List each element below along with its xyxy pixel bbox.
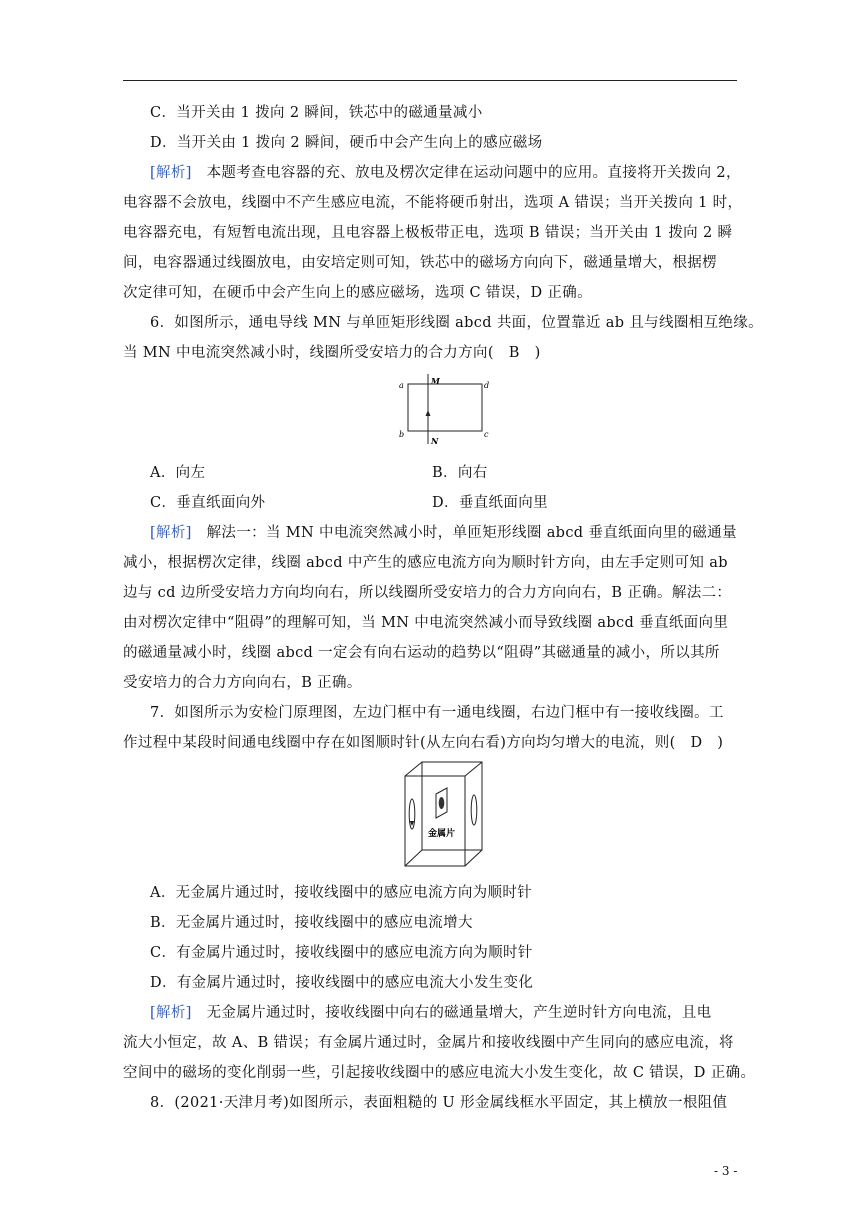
q8-stem-line-1: 8．(2021·天津月考)如图所示，表面粗糙的 U 形金属线框水平固定，其上横放一根阻值 <box>150 1095 728 1111</box>
q6-stem-line-2: 当 MN 中电流突然减小时，线圈所受安培力的合力方向( B ) <box>123 345 541 361</box>
receive-coil <box>471 795 477 825</box>
current-arrow-icon <box>426 410 431 416</box>
q5-analysis-line-5: 次定律可知，在硬币中会产生向上的感应磁场，选项 C 错误，D 正确。 <box>123 285 592 301</box>
q6-analysis-line-2: 减小，根据楞次定律，线圈 abcd 中产生的感应电流方向为顺时针方向，由左手定则可知 ab <box>123 555 728 571</box>
q6-option-d: D．垂直纸面向里 <box>432 495 548 511</box>
metal-plate-label: 金属片 <box>428 829 456 839</box>
analysis-tag: [解析] <box>150 165 192 181</box>
q6-analysis-line-5: 的磁通量减小时，线圈 abcd 一定会有向右运动的趋势以“阻碍”其磁通量的减小，所以其所 <box>123 645 720 661</box>
q6-analysis-line-1: [解析] 解法一：当 MN 中电流突然减小时，单匝矩形线圈 abcd 垂直纸面向里的磁通量 <box>150 525 737 541</box>
q6-figure <box>395 374 495 454</box>
q5-option-c: C．当开关由 1 拨向 2 瞬间，铁芯中的磁通量减小 <box>150 105 483 121</box>
q5-analysis-line-2: 电容器不会放电，线圈中不产生感应电流，不能将硬币射出，选项 A 错误；当开关拨向 1 时， <box>123 195 743 211</box>
q5-analysis-line-3: 电容器充电，有短暂电流出现，且电容器上极板带正电，选项 B 错误；当开关由 1 拨向 2 瞬 <box>123 225 733 241</box>
analysis-tag: [解析] <box>150 525 192 541</box>
label-b: b <box>399 430 405 439</box>
q5-analysis-line-4: 间，电容器通过线圈放电，由安培定则可知，铁芯中的磁场方向向下，磁通量增大，根据楞 <box>123 255 717 271</box>
q6-stem-line-1: 6．如图所示，通电导线 MN 与单匝矩形线圈 abcd 共面，位置靠近 ab 且与线圈相互绝缘。 <box>150 315 763 331</box>
q6-option-b: B．向右 <box>432 465 488 481</box>
label-a: a <box>399 381 404 390</box>
label-d: d <box>484 381 490 390</box>
q6-option-a: A．向左 <box>150 465 206 481</box>
q7-analysis-line-3: 空间中的磁场的变化削弱一些，引起接收线圈中的感应电流大小发生变化，故 C 错误，D 正确。 <box>123 1065 756 1081</box>
header-rule <box>123 80 737 81</box>
q7-option-a: A．无金属片通过时，接收线圈中的感应电流方向为顺时针 <box>150 885 533 901</box>
q6-option-c: C．垂直纸面向外 <box>150 495 266 511</box>
q6-analysis-line-6: 受安培力的合力方向向右，B 正确。 <box>123 675 362 691</box>
q5-option-d: D．当开关由 1 拨向 2 瞬间，硬币中会产生向上的感应磁场 <box>150 135 543 151</box>
analysis-tag: [解析] <box>150 1005 192 1021</box>
q6-analysis-line-3: 边与 cd 边所受安培力方向均向右，所以线圈所受安培力的合力方向向右，B 正确。解法二： <box>123 585 732 601</box>
q5-analysis-line-1: [解析] 本题考查电容器的充、放电及楞次定律在运动问题中的应用。直接将开关拨向 2， <box>150 165 741 181</box>
q7-analysis-line-1: [解析] 无金属片通过时，接收线圈中向右的磁通量增大，产生逆时针方向电流，且电 <box>150 1005 712 1021</box>
q7-option-b: B．无金属片通过时，接收线圈中的感应电流增大 <box>150 915 473 931</box>
q7-option-c: C．有金属片通过时，接收线圈中的感应电流方向为顺时针 <box>150 945 533 961</box>
q7-stem-line-2: 作过程中某段时间通电线圈中存在如图顺时针(从左向右看)方向均匀增大的电流，则( D ) <box>123 735 724 751</box>
q7-option-d: D．有金属片通过时，接收线圈中的感应电流大小发生变化 <box>150 975 534 991</box>
label-c: c <box>484 430 489 439</box>
coil-rectangle <box>408 384 482 431</box>
q7-analysis-line-2: 流大小恒定，故 A、B 错误；有金属片通过时，金属片和接收线圈中产生同向的感应电流，将 <box>123 1035 734 1051</box>
q7-figure <box>400 760 490 870</box>
page-number: - 3 - <box>714 1164 738 1178</box>
label-m: M <box>431 376 440 386</box>
q7-stem-line-1: 7．如图所示为安检门原理图，左边门框中有一通电线圈，右边门框中有一接收线圈。工 <box>150 705 724 721</box>
label-n: N <box>431 436 439 446</box>
q6-analysis-line-4: 由对楞次定律中“阻碍”的理解可知，当 MN 中电流突然减小而导致线圈 abcd 垂直纸面向里 <box>123 615 729 631</box>
